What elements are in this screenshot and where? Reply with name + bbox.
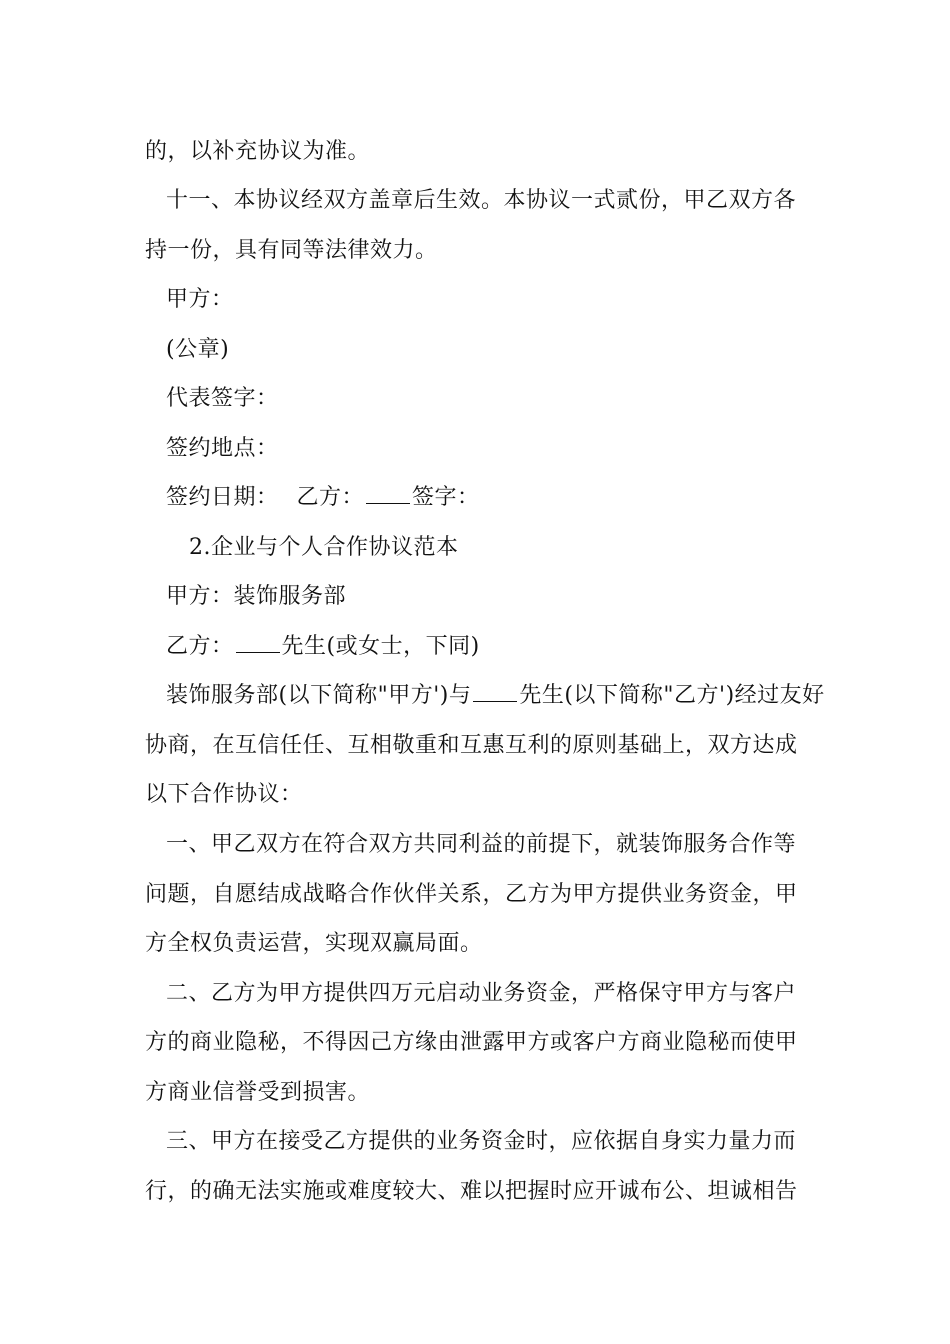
- text-line: 以下合作协议：: [145, 782, 303, 807]
- party-b-suffix: 先生(或女士，下同): [281, 634, 480, 659]
- preamble-line: [166, 681, 836, 711]
- seal-label: (公章): [166, 337, 230, 362]
- clause-one: 一、甲乙双方在符合双方共同利益的前提下，就装饰服务合作等: [166, 832, 797, 857]
- party-b-label: 乙方：: [296, 485, 365, 510]
- text-line: 方商业信誉受到损害。: [145, 1080, 371, 1105]
- text-line: 方的商业隐秘，不得因己方缘由泄露甲方或客户方商业隐秘而使甲: [145, 1030, 798, 1055]
- party-b-line: [166, 632, 836, 662]
- preamble-part-1: 装饰服务部(以下简称"甲方')与: [166, 683, 472, 708]
- signing-place-label: 签约地点：: [166, 436, 279, 461]
- section-heading: 2.企业与个人合作协议范本: [189, 535, 459, 560]
- clause-three: 三、甲方在接受乙方提供的业务资金时，应依据自身实力量力而: [166, 1129, 797, 1154]
- preamble-name-blank: [473, 683, 517, 702]
- text-line: 的，以补充协议为准。: [145, 139, 371, 164]
- party-b-name-blank: [236, 634, 280, 653]
- signature-label: 签字：: [412, 485, 480, 510]
- text-line: 持一份，具有同等法律效力。: [145, 238, 438, 263]
- text-line: 行，的确无法实施或难度较大、难以把握时应开诚布公、坦诚相告: [145, 1179, 798, 1204]
- preamble-part-2: 先生(以下简称"乙方')经过友好: [519, 683, 825, 708]
- party-a-line: 甲方：装饰服务部: [166, 584, 347, 609]
- clause-two: 二、乙方为甲方提供四万元启动业务资金，严格保守甲方与客户: [166, 981, 797, 1006]
- representative-signature-label: 代表签字：: [166, 386, 279, 411]
- text-line: 问题，自愿结成战略合作伙伴关系，乙方为甲方提供业务资金，甲: [145, 882, 798, 907]
- text-line: 方全权负责运营，实现双赢局面。: [145, 931, 483, 956]
- party-b-label: 乙方：: [166, 634, 234, 659]
- party-b-blank: [366, 485, 410, 504]
- signing-date-line: [166, 483, 836, 513]
- party-a-label: 甲方：: [166, 287, 234, 312]
- clause-eleven: 十一、本协议经双方盖章后生效。本协议一式贰份，甲乙双方各: [166, 188, 797, 213]
- text-line: 协商，在互信任任、互相敬重和互惠互利的原则基础上，双方达成: [145, 733, 798, 758]
- signing-date-label: 签约日期：: [166, 485, 279, 510]
